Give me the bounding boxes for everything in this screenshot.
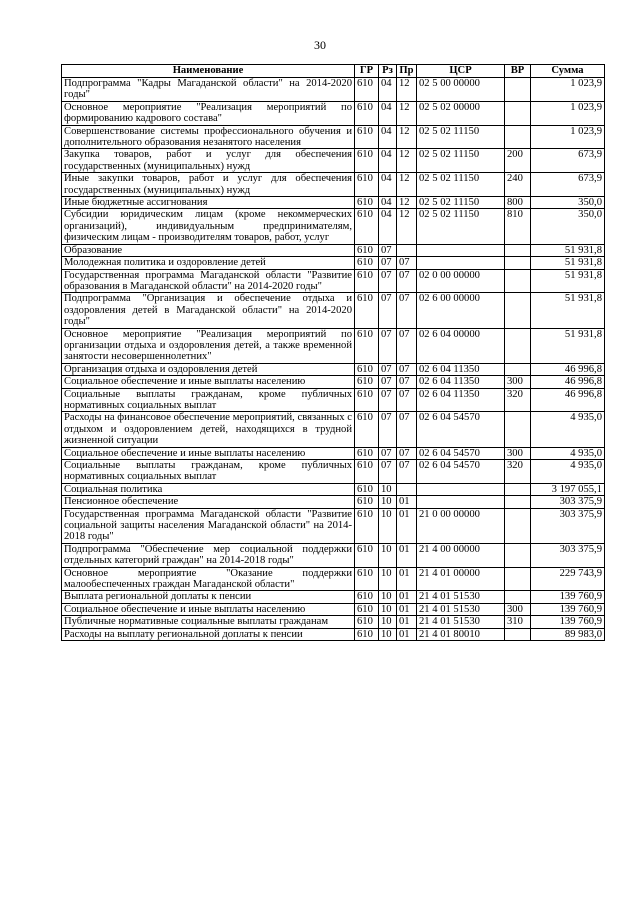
cell-vr: 800: [505, 197, 531, 209]
cell-rz: 04: [379, 149, 397, 173]
table-row: [62, 149, 605, 173]
cell-gr: 610: [355, 125, 379, 149]
cell-csr: [417, 496, 505, 508]
cell-name: Иные бюджетные ассигнования: [62, 197, 355, 209]
table-row: [62, 460, 605, 484]
cell-pr: [397, 483, 417, 495]
cell-csr: 02 5 02 11150: [417, 149, 505, 173]
cell-name: Социальные выплаты гражданам, кроме публичных нормативных социальных выплат: [62, 460, 355, 484]
cell-name: Закупка товаров, работ и услуг для обеспечения государственных (муниципальных) нужд: [62, 149, 355, 173]
cell-vr: 300: [505, 447, 531, 459]
cell-sum: 51 931,8: [531, 328, 605, 363]
cell-pr: 07: [397, 412, 417, 447]
table-row: [62, 328, 605, 363]
cell-gr: 610: [355, 328, 379, 363]
cell-csr: 02 6 04 00000: [417, 328, 505, 363]
cell-gr: 610: [355, 603, 379, 615]
cell-vr: [505, 591, 531, 603]
cell-csr: 21 4 01 51530: [417, 603, 505, 615]
cell-rz: 07: [379, 244, 397, 256]
header-pr: Пр: [397, 65, 417, 78]
cell-gr: 610: [355, 293, 379, 328]
cell-name: Подпрограмма "Кадры Магаданской области" на 2014-2020 годы": [62, 78, 355, 102]
table-row: [62, 616, 605, 628]
cell-vr: [505, 363, 531, 375]
table-row: [62, 567, 605, 591]
header-sum: Сумма: [531, 65, 605, 78]
cell-sum: 350,0: [531, 209, 605, 244]
table-header-row: [62, 65, 605, 78]
cell-csr: 02 6 04 11350: [417, 376, 505, 388]
cell-csr: [417, 483, 505, 495]
cell-rz: 07: [379, 257, 397, 269]
cell-sum: 51 931,8: [531, 293, 605, 328]
cell-pr: 07: [397, 293, 417, 328]
cell-rz: 07: [379, 363, 397, 375]
cell-sum: 46 996,8: [531, 376, 605, 388]
cell-pr: 07: [397, 447, 417, 459]
cell-rz: 07: [379, 293, 397, 328]
cell-sum: 1 023,9: [531, 125, 605, 149]
cell-gr: 610: [355, 567, 379, 591]
table-row: [62, 603, 605, 615]
cell-name: Выплата региональной доплаты к пенсии: [62, 591, 355, 603]
cell-vr: [505, 483, 531, 495]
cell-pr: 01: [397, 567, 417, 591]
cell-gr: 610: [355, 149, 379, 173]
cell-name: Субсидии юридическим лицам (кроме некоммерческих организаций), индивидуальным предпринимателям, физическим лицам - производителям товаров, работ, услуг: [62, 209, 355, 244]
cell-name: Социальное обеспечение и иные выплаты населению: [62, 447, 355, 459]
cell-pr: 07: [397, 460, 417, 484]
cell-sum: 4 935,0: [531, 447, 605, 459]
cell-pr: 01: [397, 543, 417, 567]
cell-csr: 21 0 00 00000: [417, 508, 505, 543]
cell-csr: 02 0 00 00000: [417, 269, 505, 293]
cell-rz: 10: [379, 496, 397, 508]
cell-name: Социальные выплаты гражданам, кроме публичных нормативных социальных выплат: [62, 388, 355, 412]
cell-rz: 04: [379, 125, 397, 149]
cell-vr: [505, 293, 531, 328]
cell-name: Молодежная политика и оздоровление детей: [62, 257, 355, 269]
cell-vr: [505, 78, 531, 102]
cell-rz: 10: [379, 567, 397, 591]
cell-gr: 610: [355, 257, 379, 269]
cell-name: Организация отдыха и оздоровления детей: [62, 363, 355, 375]
table-body: [62, 78, 605, 641]
table-row: [62, 388, 605, 412]
cell-gr: 610: [355, 388, 379, 412]
cell-vr: 300: [505, 603, 531, 615]
cell-rz: 04: [379, 101, 397, 125]
cell-gr: 610: [355, 101, 379, 125]
cell-sum: 46 996,8: [531, 363, 605, 375]
cell-sum: 4 935,0: [531, 412, 605, 447]
table-row: [62, 496, 605, 508]
cell-csr: 02 5 02 00000: [417, 101, 505, 125]
cell-sum: 139 760,9: [531, 591, 605, 603]
cell-sum: 303 375,9: [531, 508, 605, 543]
cell-sum: 673,9: [531, 149, 605, 173]
cell-pr: 07: [397, 269, 417, 293]
cell-gr: 610: [355, 363, 379, 375]
cell-pr: 12: [397, 125, 417, 149]
cell-name: Пенсионное обеспечение: [62, 496, 355, 508]
cell-gr: 610: [355, 616, 379, 628]
cell-gr: 610: [355, 591, 379, 603]
cell-csr: 02 5 00 00000: [417, 78, 505, 102]
cell-csr: 21 4 00 00000: [417, 543, 505, 567]
cell-pr: 12: [397, 197, 417, 209]
cell-name: Государственная программа Магаданской области "Развитие образования в Магаданской области" на 2014-2020 годы": [62, 269, 355, 293]
cell-csr: 21 4 01 51530: [417, 616, 505, 628]
cell-pr: 01: [397, 603, 417, 615]
cell-gr: 610: [355, 197, 379, 209]
cell-pr: 07: [397, 376, 417, 388]
table-row: [62, 78, 605, 102]
cell-name: Основное мероприятие "Оказание поддержки малообеспеченных граждан Магаданской области": [62, 567, 355, 591]
cell-csr: 02 5 02 11150: [417, 173, 505, 197]
cell-vr: [505, 412, 531, 447]
cell-csr: 02 6 00 00000: [417, 293, 505, 328]
cell-gr: 610: [355, 496, 379, 508]
table-row: [62, 244, 605, 256]
cell-name: Подпрограмма "Обеспечение мер социальной поддержки отдельных категорий граждан" на 2014-2018 годы": [62, 543, 355, 567]
cell-gr: 610: [355, 483, 379, 495]
cell-rz: 07: [379, 447, 397, 459]
cell-csr: 02 5 02 11150: [417, 209, 505, 244]
cell-sum: 229 743,9: [531, 567, 605, 591]
cell-csr: 02 6 04 54570: [417, 412, 505, 447]
table-row: [62, 269, 605, 293]
cell-vr: [505, 567, 531, 591]
cell-gr: 610: [355, 543, 379, 567]
cell-rz: 10: [379, 543, 397, 567]
cell-csr: [417, 244, 505, 256]
cell-name: Социальное обеспечение и иные выплаты населению: [62, 376, 355, 388]
cell-pr: 01: [397, 628, 417, 640]
cell-sum: 89 983,0: [531, 628, 605, 640]
cell-gr: 610: [355, 508, 379, 543]
cell-pr: 07: [397, 257, 417, 269]
header-vr: ВР: [505, 65, 531, 78]
cell-name: Социальное обеспечение и иные выплаты населению: [62, 603, 355, 615]
cell-gr: 610: [355, 447, 379, 459]
table-row: [62, 209, 605, 244]
table-row: [62, 197, 605, 209]
table-row: [62, 543, 605, 567]
cell-vr: [505, 244, 531, 256]
cell-sum: 1 023,9: [531, 78, 605, 102]
table-row: [62, 173, 605, 197]
table-row: [62, 412, 605, 447]
cell-rz: 04: [379, 197, 397, 209]
cell-gr: 610: [355, 78, 379, 102]
cell-sum: 139 760,9: [531, 603, 605, 615]
cell-name: Основное мероприятие "Реализация мероприятий по организации отдыха и оздоровления детей, а также временной занятости несовершеннолетних": [62, 328, 355, 363]
cell-sum: 51 931,8: [531, 257, 605, 269]
cell-sum: 4 935,0: [531, 460, 605, 484]
cell-pr: 01: [397, 616, 417, 628]
table-row: [62, 125, 605, 149]
cell-sum: 303 375,9: [531, 496, 605, 508]
header-csr: ЦСР: [417, 65, 505, 78]
cell-rz: 10: [379, 628, 397, 640]
cell-csr: 02 6 04 11350: [417, 363, 505, 375]
cell-pr: 07: [397, 363, 417, 375]
cell-vr: 320: [505, 460, 531, 484]
cell-name: Расходы на выплату региональной доплаты к пенсии: [62, 628, 355, 640]
cell-sum: 51 931,8: [531, 244, 605, 256]
cell-csr: 02 6 04 54570: [417, 447, 505, 459]
cell-name: Государственная программа Магаданской области "Развитие социальной защиты населения Магаданской области" на 2014-2018 годы": [62, 508, 355, 543]
budget-table: [61, 64, 605, 641]
cell-rz: 04: [379, 209, 397, 244]
cell-name: Образование: [62, 244, 355, 256]
cell-sum: 3 197 055,1: [531, 483, 605, 495]
cell-rz: 10: [379, 591, 397, 603]
cell-pr: 01: [397, 496, 417, 508]
cell-name: Совершенствование системы профессионального обучения и дополнительного образования незанятого населения: [62, 125, 355, 149]
cell-vr: [505, 496, 531, 508]
cell-sum: 139 760,9: [531, 616, 605, 628]
cell-csr: [417, 257, 505, 269]
cell-pr: 07: [397, 388, 417, 412]
cell-vr: 810: [505, 209, 531, 244]
cell-rz: 10: [379, 603, 397, 615]
cell-gr: 610: [355, 209, 379, 244]
cell-csr: 02 6 04 54570: [417, 460, 505, 484]
cell-vr: [505, 628, 531, 640]
cell-vr: 320: [505, 388, 531, 412]
cell-vr: 310: [505, 616, 531, 628]
cell-pr: 12: [397, 173, 417, 197]
cell-sum: 51 931,8: [531, 269, 605, 293]
cell-gr: 610: [355, 376, 379, 388]
cell-sum: 350,0: [531, 197, 605, 209]
cell-name: Основное мероприятие "Реализация мероприятий по формированию кадрового состава": [62, 101, 355, 125]
header-name: Наименование: [62, 65, 355, 78]
cell-csr: 02 6 04 11350: [417, 388, 505, 412]
cell-csr: 21 4 01 00000: [417, 567, 505, 591]
header-gr: ГР: [355, 65, 379, 78]
cell-sum: 1 023,9: [531, 101, 605, 125]
cell-vr: [505, 125, 531, 149]
cell-gr: 610: [355, 173, 379, 197]
cell-vr: [505, 257, 531, 269]
cell-rz: 04: [379, 78, 397, 102]
cell-rz: 04: [379, 173, 397, 197]
cell-gr: 610: [355, 412, 379, 447]
cell-pr: 07: [397, 328, 417, 363]
table-row: [62, 591, 605, 603]
header-rz: Рз: [379, 65, 397, 78]
table-row: [62, 257, 605, 269]
cell-gr: 610: [355, 628, 379, 640]
cell-csr: 02 5 02 11150: [417, 197, 505, 209]
cell-sum: 303 375,9: [531, 543, 605, 567]
cell-name: Расходы на финансовое обеспечение мероприятий, связанных с отдыхом и оздоровлением детей, находящихся в трудной жизненной ситуации: [62, 412, 355, 447]
cell-gr: 610: [355, 269, 379, 293]
table-row: [62, 628, 605, 640]
cell-name: Публичные нормативные социальные выплаты гражданам: [62, 616, 355, 628]
table-row: [62, 376, 605, 388]
cell-csr: 21 4 01 51530: [417, 591, 505, 603]
cell-csr: 21 4 01 80010: [417, 628, 505, 640]
cell-vr: 300: [505, 376, 531, 388]
cell-pr: 12: [397, 209, 417, 244]
cell-vr: [505, 543, 531, 567]
cell-rz: 07: [379, 460, 397, 484]
cell-vr: [505, 328, 531, 363]
cell-vr: [505, 269, 531, 293]
cell-pr: 01: [397, 591, 417, 603]
cell-rz: 07: [379, 388, 397, 412]
cell-rz: 07: [379, 376, 397, 388]
cell-vr: [505, 508, 531, 543]
cell-rz: 10: [379, 483, 397, 495]
cell-pr: 12: [397, 101, 417, 125]
table-row: [62, 483, 605, 495]
cell-csr: 02 5 02 11150: [417, 125, 505, 149]
cell-pr: 01: [397, 508, 417, 543]
page-number: 30: [314, 38, 326, 52]
cell-vr: 240: [505, 173, 531, 197]
cell-gr: 610: [355, 244, 379, 256]
cell-name: Социальная политика: [62, 483, 355, 495]
cell-vr: 200: [505, 149, 531, 173]
table-row: [62, 363, 605, 375]
cell-sum: 46 996,8: [531, 388, 605, 412]
cell-name: Иные закупки товаров, работ и услуг для обеспечения государственных (муниципальных) нужд: [62, 173, 355, 197]
cell-pr: 12: [397, 149, 417, 173]
cell-rz: 10: [379, 508, 397, 543]
table-row: [62, 447, 605, 459]
table-row: [62, 101, 605, 125]
cell-rz: 07: [379, 412, 397, 447]
cell-rz: 07: [379, 269, 397, 293]
cell-name: Подпрограмма "Организация и обеспечение отдыха и оздоровления детей в Магаданской области" на 2014-2020 годы": [62, 293, 355, 328]
table-row: [62, 293, 605, 328]
cell-pr: [397, 244, 417, 256]
cell-vr: [505, 101, 531, 125]
cell-gr: 610: [355, 460, 379, 484]
cell-pr: 12: [397, 78, 417, 102]
cell-rz: 10: [379, 616, 397, 628]
table-row: [62, 508, 605, 543]
cell-sum: 673,9: [531, 173, 605, 197]
cell-rz: 07: [379, 328, 397, 363]
